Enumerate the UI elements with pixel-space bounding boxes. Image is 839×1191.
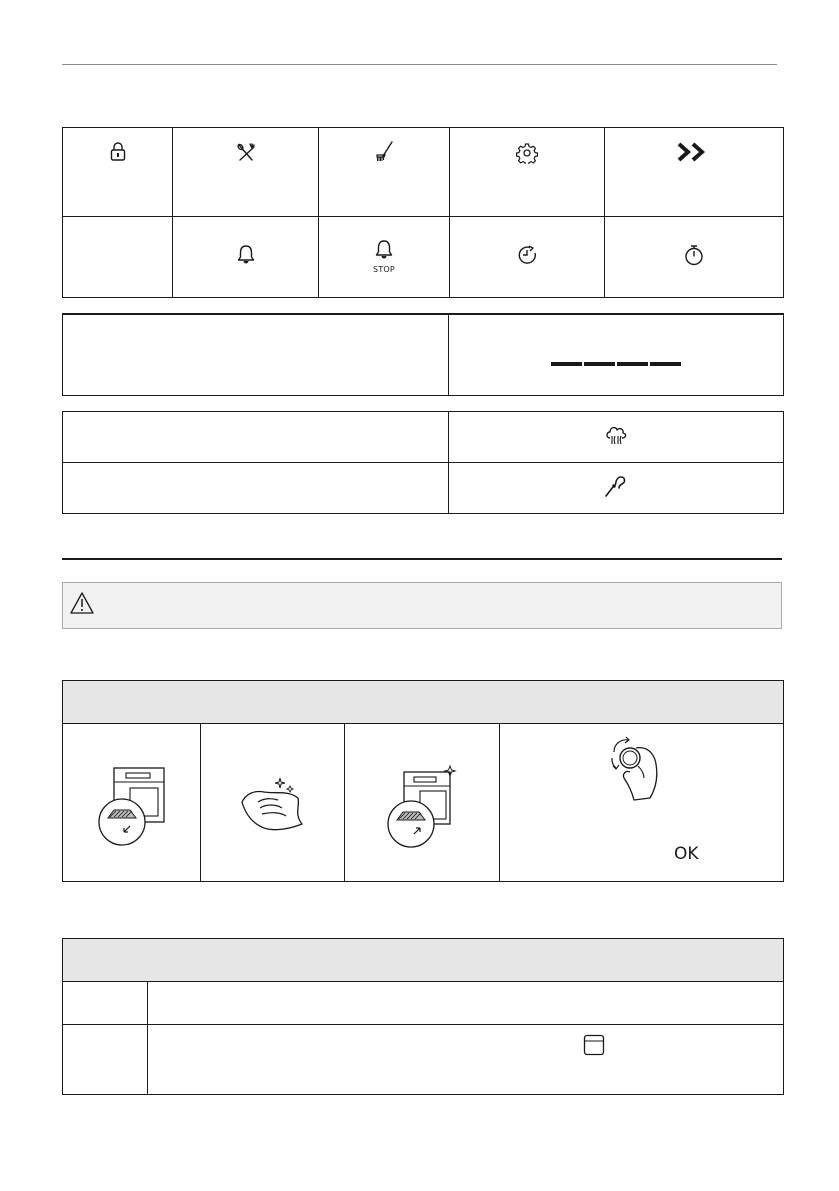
icon-row-1-cell (449, 412, 784, 463)
step-1-cell (63, 724, 201, 882)
knob-turn-hand-icon (606, 736, 670, 802)
stopwatch-icon (683, 244, 705, 266)
oven-accessories-insert-icon (386, 764, 458, 850)
step-3-cell (345, 724, 500, 882)
warning-triangle-icon (69, 591, 95, 615)
stopwatch-cell (605, 217, 784, 298)
oven-accessories-remove-icon (96, 766, 168, 848)
bottom-table (62, 938, 784, 1095)
brush-icon (372, 140, 396, 164)
lock-icon (109, 142, 127, 162)
bottom-row-1-text (148, 982, 784, 1025)
oven-square-icon (583, 1034, 605, 1056)
bottom-row-2-cell (148, 1025, 784, 1095)
bottom-row-2-num (63, 1025, 148, 1095)
empty-cell (63, 217, 173, 298)
bell-stop-icon (374, 240, 394, 260)
icon-row-2-label (63, 463, 449, 514)
timer-delay-cell (450, 217, 605, 298)
stop-label: STOP (373, 265, 395, 274)
cleaning-cloth-icon (236, 772, 310, 834)
first-use-header (63, 681, 784, 724)
lock-cell (63, 128, 173, 217)
steam-cloud-icon (604, 424, 628, 446)
core-probe-icon (604, 474, 628, 498)
cutlery-cell (173, 128, 319, 217)
next-cell (605, 128, 784, 217)
display-right-cell (449, 314, 784, 395)
step-2-cell (201, 724, 345, 882)
display-table (62, 313, 784, 396)
bottom-row-1-num (63, 982, 148, 1025)
segment-bar (551, 361, 681, 367)
icon-table (62, 411, 784, 514)
icon-row-1-label (63, 412, 449, 463)
brush-cell (319, 128, 450, 217)
first-use-table (62, 680, 784, 882)
timer-delay-icon (516, 244, 538, 266)
cutlery-icon (235, 142, 257, 162)
bell-stop-cell (319, 217, 450, 298)
bottom-table-header (63, 939, 784, 982)
warning-box (62, 582, 782, 629)
display-left-cell (63, 314, 449, 395)
section-rule (62, 558, 782, 560)
bell-cell (173, 217, 319, 298)
double-chevron-icon (677, 142, 711, 162)
function-table (62, 127, 784, 298)
ok-label: OK (674, 844, 699, 864)
bell-icon (236, 244, 256, 266)
settings-cell (450, 128, 605, 217)
icon-row-2-cell (449, 463, 784, 514)
gear-icon (516, 142, 538, 164)
top-rule (62, 64, 777, 65)
step-4-cell (500, 724, 784, 882)
